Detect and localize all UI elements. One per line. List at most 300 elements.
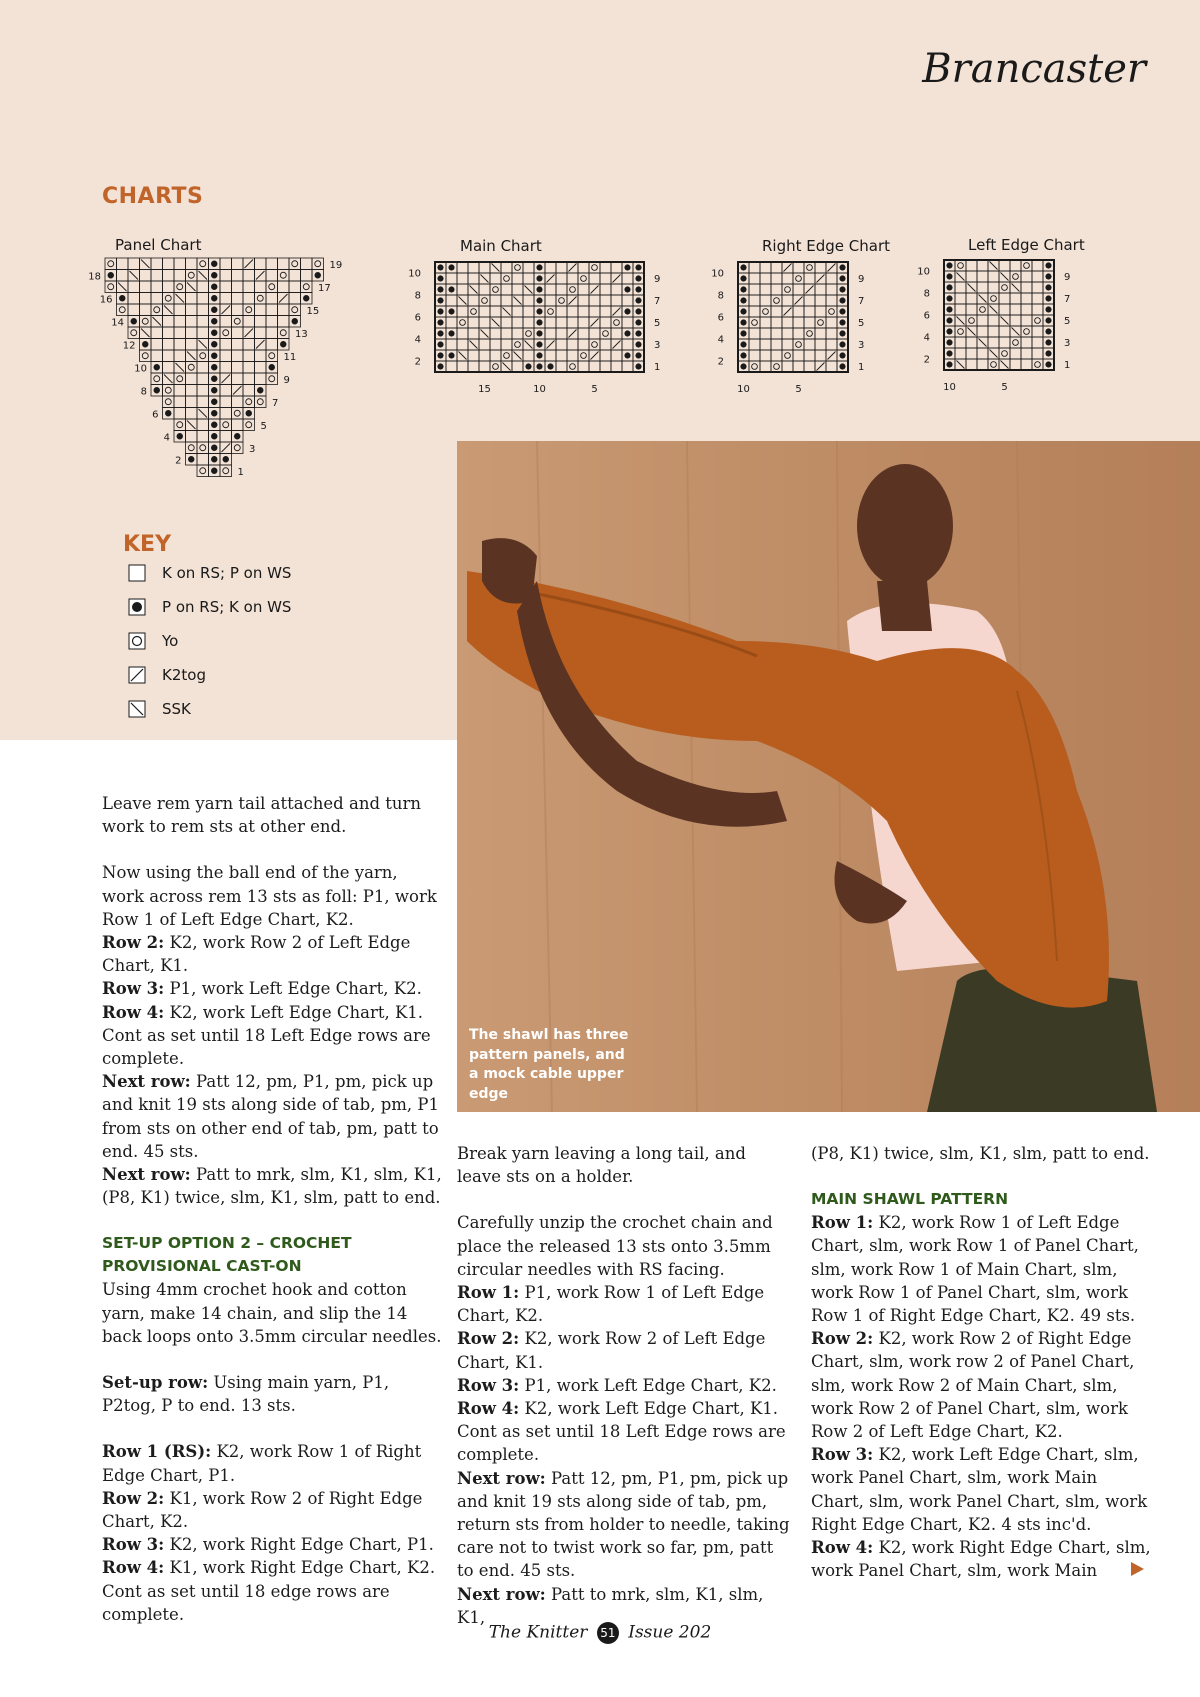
chart-cell bbox=[163, 258, 175, 270]
chart-cell bbox=[578, 306, 589, 317]
chart-cell bbox=[567, 306, 578, 317]
row-number-label: 10 bbox=[134, 363, 147, 375]
purl-dot bbox=[839, 319, 845, 325]
chart-cell bbox=[186, 362, 198, 374]
chart-cell bbox=[163, 396, 175, 408]
k2tog-slash bbox=[569, 297, 577, 305]
chart-cell bbox=[578, 328, 589, 339]
chart-cell bbox=[760, 339, 771, 350]
instruction-row: Next row: Patt to mrk, slm, K1, slm, K1, (P8, K1) twice, slm, K1, slm, patt to end. bbox=[102, 1165, 442, 1208]
chart-cell bbox=[760, 284, 771, 295]
purl-dot bbox=[211, 318, 217, 324]
yo-circle bbox=[200, 445, 206, 451]
chart-cell bbox=[163, 385, 175, 397]
chart-cell bbox=[266, 304, 278, 316]
ssk-slash bbox=[141, 329, 150, 338]
chart-cell bbox=[782, 284, 793, 295]
chart-cell bbox=[255, 362, 267, 374]
magazine-name: The Knitter bbox=[488, 1622, 588, 1643]
right-edge-chart bbox=[711, 258, 908, 408]
purl-dot bbox=[292, 318, 298, 324]
ssk-slash bbox=[164, 306, 173, 315]
purl-dot bbox=[740, 352, 746, 358]
section-heading: SET-UP OPTION 2 – CROCHET PROVISIONAL CAST-ON bbox=[102, 1234, 352, 1276]
chart-cell bbox=[760, 273, 771, 284]
row-label: Row 3: bbox=[811, 1445, 874, 1465]
chart-cell bbox=[749, 262, 760, 273]
chart-cell bbox=[556, 306, 567, 317]
chart-cell bbox=[232, 419, 244, 431]
purl-dot bbox=[211, 468, 217, 474]
chart-cell bbox=[151, 339, 163, 351]
chart-cell bbox=[232, 281, 244, 293]
purl-dot bbox=[211, 445, 217, 451]
purl-dot bbox=[624, 286, 630, 292]
chart-cell bbox=[468, 262, 479, 273]
chart-cell bbox=[760, 306, 771, 317]
chart-cell bbox=[174, 327, 186, 339]
yo-circle bbox=[200, 261, 206, 267]
k2tog-slash bbox=[547, 341, 555, 349]
chart-cell bbox=[567, 317, 578, 328]
chart-cell bbox=[578, 295, 589, 306]
yo-circle bbox=[958, 263, 964, 269]
purl-dot bbox=[624, 264, 630, 270]
chart-cell bbox=[523, 262, 534, 273]
ssk-slash bbox=[470, 341, 478, 349]
ssk-slash bbox=[153, 317, 162, 326]
yo-circle bbox=[592, 342, 598, 348]
chart-cell bbox=[243, 281, 255, 293]
row-label: Row 2: bbox=[102, 933, 165, 953]
chart-cell bbox=[128, 281, 140, 293]
chart-cell bbox=[760, 328, 771, 339]
yo-circle bbox=[548, 309, 554, 315]
chart-cell bbox=[479, 339, 490, 350]
row-label: Row 2: bbox=[457, 1329, 520, 1349]
chart-cell bbox=[578, 361, 589, 372]
chart-cell bbox=[243, 385, 255, 397]
chart-cell bbox=[197, 454, 209, 466]
purl-dot bbox=[448, 286, 454, 292]
chart-cell bbox=[479, 306, 490, 317]
chart-cell bbox=[255, 350, 267, 362]
chart-cell bbox=[479, 317, 490, 328]
chart-cell bbox=[1010, 293, 1021, 304]
purl-dot bbox=[437, 330, 443, 336]
chart-cell bbox=[1010, 348, 1021, 359]
chart-cell bbox=[589, 328, 600, 339]
chart-cell bbox=[232, 258, 244, 270]
chart-cell bbox=[1010, 304, 1021, 315]
chart-cell bbox=[232, 362, 244, 374]
purl-dot bbox=[946, 284, 952, 290]
chart-cell bbox=[197, 258, 209, 270]
chart-cell bbox=[490, 361, 501, 372]
chart-cell bbox=[578, 339, 589, 350]
chart-cell bbox=[826, 361, 837, 372]
purl-dot bbox=[839, 297, 845, 303]
purl-dot bbox=[740, 319, 746, 325]
chart-cell bbox=[804, 361, 815, 372]
row-number-label: 9 bbox=[1064, 271, 1071, 283]
purl-dot bbox=[1045, 317, 1051, 323]
chart-cell bbox=[999, 348, 1010, 359]
chart-cell bbox=[289, 270, 301, 282]
chart-cell bbox=[611, 262, 622, 273]
purl-dot bbox=[536, 352, 542, 358]
chart-cell bbox=[174, 385, 186, 397]
page-footer bbox=[0, 1622, 1200, 1644]
chart-cell bbox=[255, 304, 267, 316]
chart-cell bbox=[1021, 260, 1032, 271]
stitch-number-label: 15 bbox=[478, 384, 491, 395]
chart-cell bbox=[163, 350, 175, 362]
row-number-label: 4 bbox=[923, 332, 930, 344]
yo-circle bbox=[119, 307, 125, 313]
row-label: Row 1: bbox=[811, 1213, 874, 1233]
chart-cell bbox=[255, 293, 267, 305]
yo-circle bbox=[504, 276, 510, 282]
chart-cell bbox=[1032, 337, 1043, 348]
k2tog-slash bbox=[613, 308, 621, 316]
purl-dot bbox=[946, 328, 952, 334]
chart-cell bbox=[804, 328, 815, 339]
yo-circle bbox=[752, 364, 758, 370]
chart-cell bbox=[278, 327, 290, 339]
yo-circle bbox=[603, 331, 609, 337]
purl-dot bbox=[211, 284, 217, 290]
panel-chart-title: Panel Chart bbox=[115, 236, 202, 254]
chart-cell bbox=[600, 361, 611, 372]
chart-cell bbox=[220, 281, 232, 293]
chart-cell bbox=[490, 339, 501, 350]
purl-dot bbox=[211, 261, 217, 267]
chart-cell bbox=[966, 260, 977, 271]
chart-cell bbox=[468, 317, 479, 328]
chart-cell bbox=[771, 273, 782, 284]
k2tog-slash bbox=[233, 386, 242, 395]
instruction-row: Row 3: K2, work Left Edge Chart, slm, work Panel Chart, slm, work Main Chart, slm, work Panel Chart, slm, work Right Edge Chart, K2. 4 sts inc'd. bbox=[811, 1445, 1148, 1534]
chart-cell bbox=[512, 339, 523, 350]
purl-dot bbox=[448, 264, 454, 270]
chart-cell bbox=[804, 317, 815, 328]
chart-cell bbox=[220, 362, 232, 374]
instruction-row: Row 1: P1, work Row 1 of Left Edge Chart, K2. bbox=[457, 1283, 765, 1326]
yo-circle bbox=[991, 296, 997, 302]
chart-cell bbox=[266, 293, 278, 305]
ssk-slash bbox=[481, 330, 489, 338]
chart-cell bbox=[243, 362, 255, 374]
chart-cell bbox=[804, 295, 815, 306]
row-number-label: 19 bbox=[329, 259, 343, 271]
chart-cell bbox=[793, 350, 804, 361]
chart-cell bbox=[289, 281, 301, 293]
chart-cell bbox=[1021, 326, 1032, 337]
chart-cell bbox=[197, 442, 209, 454]
purl-dot bbox=[1045, 328, 1051, 334]
chart-cell bbox=[174, 396, 186, 408]
page-title: Brancaster bbox=[922, 46, 1146, 92]
chart-cell bbox=[232, 408, 244, 420]
purl-dot bbox=[536, 286, 542, 292]
purl-dot bbox=[525, 363, 531, 369]
k2tog-slash bbox=[828, 352, 836, 360]
ssk-slash bbox=[990, 306, 998, 314]
yo-circle bbox=[482, 298, 488, 304]
yo-circle bbox=[581, 353, 587, 359]
chart-cell bbox=[220, 419, 232, 431]
chart-cell bbox=[479, 284, 490, 295]
key-item-yo bbox=[128, 630, 178, 652]
key-item-k2tog bbox=[128, 664, 206, 686]
chart-cell bbox=[1032, 326, 1043, 337]
purl-dot bbox=[257, 387, 263, 393]
row-number-label: 8 bbox=[414, 290, 421, 302]
chart-cell bbox=[163, 270, 175, 282]
chart-cell bbox=[600, 350, 611, 361]
yo-circle bbox=[142, 353, 148, 359]
chart-cell bbox=[490, 306, 501, 317]
purl-dot bbox=[448, 352, 454, 358]
ssk-slash bbox=[979, 295, 987, 303]
yo-circle bbox=[504, 353, 510, 359]
k2tog-slash bbox=[222, 444, 231, 453]
k2tog-slash bbox=[828, 264, 836, 272]
chart-cell bbox=[278, 270, 290, 282]
chart-cell bbox=[243, 396, 255, 408]
chart-cell bbox=[977, 359, 988, 370]
yo-circle bbox=[223, 468, 229, 474]
chart-cell bbox=[197, 304, 209, 316]
purl-dot bbox=[448, 308, 454, 314]
chart-cell bbox=[490, 284, 501, 295]
paragraph: (P8, K1) twice, slm, K1, slm, patt to end. bbox=[811, 1144, 1150, 1163]
row-number-label: 10 bbox=[711, 268, 724, 280]
yo-circle bbox=[592, 265, 598, 271]
purl-dot bbox=[635, 264, 641, 270]
row-number-label: 8 bbox=[923, 288, 930, 300]
chart-cell bbox=[1021, 359, 1032, 370]
chart-cell bbox=[622, 339, 633, 350]
key-item-label: Yo bbox=[162, 632, 179, 650]
chart-cell bbox=[1010, 271, 1021, 282]
chart-cell bbox=[955, 326, 966, 337]
yo-circle bbox=[257, 295, 263, 301]
chart-cell bbox=[220, 258, 232, 270]
chart-cell bbox=[220, 339, 232, 351]
chart-cell bbox=[545, 284, 556, 295]
chart-cell bbox=[545, 306, 556, 317]
purl-dot bbox=[946, 262, 952, 268]
chart-cell bbox=[163, 327, 175, 339]
purl-dot bbox=[946, 350, 952, 356]
row-label: Row 3: bbox=[102, 979, 165, 999]
chart-cell bbox=[622, 273, 633, 284]
yo-circle bbox=[581, 276, 587, 282]
chart-cell bbox=[186, 304, 198, 316]
yo-circle bbox=[493, 287, 499, 293]
issue-label: Issue 202 bbox=[628, 1622, 712, 1643]
yo-circle bbox=[969, 318, 975, 324]
purl-dot bbox=[223, 456, 229, 462]
chart-cell bbox=[804, 306, 815, 317]
ssk-slash bbox=[470, 286, 478, 294]
purl-dot bbox=[536, 363, 542, 369]
ssk-slash bbox=[199, 340, 208, 349]
stitch-number-label: 10 bbox=[943, 382, 956, 393]
row-number-label: 6 bbox=[717, 312, 724, 324]
right-slant-icon bbox=[128, 666, 146, 684]
ssk-slash bbox=[492, 319, 500, 327]
k2tog-slash bbox=[256, 340, 265, 349]
chart-cell bbox=[490, 273, 501, 284]
instruction-row: Set-up row: Using main yarn, P1, P2tog, P to end. 13 sts. bbox=[102, 1373, 390, 1416]
key-item-ssk bbox=[128, 698, 191, 720]
instruction-row: Row 2: K2, work Row 2 of Left Edge Chart, K1. bbox=[457, 1329, 766, 1372]
row-number-label: 13 bbox=[295, 328, 308, 340]
chart-cell bbox=[140, 281, 152, 293]
chart-cell bbox=[197, 327, 209, 339]
ssk-slash bbox=[514, 297, 522, 305]
chart-cell bbox=[793, 262, 804, 273]
yo-circle bbox=[785, 353, 791, 359]
chart-cell bbox=[589, 273, 600, 284]
chart-cell bbox=[760, 361, 771, 372]
chart-cell bbox=[826, 339, 837, 350]
key-item-purl bbox=[128, 596, 291, 618]
chart-cell bbox=[278, 304, 290, 316]
chart-cell bbox=[501, 339, 512, 350]
row-label: Row 4: bbox=[102, 1558, 165, 1578]
chart-cell bbox=[468, 328, 479, 339]
chart-cell bbox=[793, 328, 804, 339]
chart-cell bbox=[266, 270, 278, 282]
chart-cell bbox=[782, 317, 793, 328]
yo-circle bbox=[1035, 318, 1041, 324]
row-number-label: 7 bbox=[858, 295, 865, 307]
purl-dot bbox=[211, 399, 217, 405]
chart-cell bbox=[966, 315, 977, 326]
purl-dot bbox=[839, 275, 845, 281]
row-number-label: 9 bbox=[858, 273, 865, 285]
chart-cell bbox=[815, 306, 826, 317]
row-number-label: 15 bbox=[306, 305, 320, 317]
purl-dot bbox=[177, 433, 183, 439]
yo-circle bbox=[460, 320, 466, 326]
purl-dot bbox=[740, 330, 746, 336]
row-number-label: 6 bbox=[152, 409, 159, 421]
purl-dot bbox=[303, 295, 309, 301]
chart-cell bbox=[578, 273, 589, 284]
chart-cell bbox=[611, 328, 622, 339]
chart-cell bbox=[600, 339, 611, 350]
purl-dot bbox=[839, 308, 845, 314]
chart-cell bbox=[1021, 315, 1032, 326]
chart-cell bbox=[1032, 359, 1043, 370]
yo-circle bbox=[807, 331, 813, 337]
chart-cell bbox=[174, 304, 186, 316]
yo-circle bbox=[570, 364, 576, 370]
text-column-1 bbox=[102, 792, 442, 1626]
purl-dot bbox=[211, 330, 217, 336]
chart-cell bbox=[197, 431, 209, 443]
chart-cell bbox=[815, 284, 826, 295]
chart-cell bbox=[567, 361, 578, 372]
yo-circle bbox=[807, 265, 813, 271]
chart-cell bbox=[1021, 271, 1032, 282]
yo-circle bbox=[177, 284, 183, 290]
paragraph: Carefully unzip the crochet chain and place the released 13 sts onto 3.5mm circular needles with RS facing. bbox=[457, 1213, 773, 1279]
purl-dot bbox=[740, 297, 746, 303]
chart-cell bbox=[220, 396, 232, 408]
yo-circle bbox=[958, 329, 964, 335]
chart-cell bbox=[988, 315, 999, 326]
chart-cell bbox=[174, 281, 186, 293]
purl-dot bbox=[437, 286, 443, 292]
chart-cell bbox=[793, 339, 804, 350]
instruction-row: Row 4: K1, work Right Edge Chart, K2. bbox=[102, 1558, 436, 1578]
chart-cell bbox=[479, 361, 490, 372]
chart-cell bbox=[151, 258, 163, 270]
left-edge-chart-title: Left Edge Chart bbox=[968, 236, 1085, 254]
yo-circle bbox=[154, 376, 160, 382]
chart-cell bbox=[556, 317, 567, 328]
ssk-slash bbox=[525, 286, 533, 294]
chart-cell bbox=[501, 350, 512, 361]
chart-cell bbox=[804, 350, 815, 361]
yo-circle bbox=[234, 410, 240, 416]
row-label: Row 1 (RS): bbox=[102, 1442, 212, 1462]
key-item-label: SSK bbox=[162, 700, 191, 718]
ssk-slash bbox=[957, 317, 965, 325]
page-number: 51 bbox=[597, 1622, 619, 1644]
chart-cell bbox=[793, 273, 804, 284]
chart-cell bbox=[567, 284, 578, 295]
chart-cell bbox=[966, 337, 977, 348]
chart-cell bbox=[545, 295, 556, 306]
chart-cell bbox=[501, 273, 512, 284]
chart-cell bbox=[468, 350, 479, 361]
k2tog-slash bbox=[784, 308, 792, 316]
k2tog-slash bbox=[806, 286, 814, 294]
chart-cell bbox=[793, 317, 804, 328]
chart-cell bbox=[266, 373, 278, 385]
chart-cell bbox=[589, 361, 600, 372]
k2tog-slash bbox=[591, 352, 599, 360]
purl-dot bbox=[740, 275, 746, 281]
purl-dot bbox=[536, 264, 542, 270]
chart-cell bbox=[966, 304, 977, 315]
row-number-label: 5 bbox=[260, 420, 267, 432]
chart-cell bbox=[128, 304, 140, 316]
chart-cell bbox=[955, 260, 966, 271]
chart-cell bbox=[220, 431, 232, 443]
chart-cell bbox=[782, 361, 793, 372]
chart-cell bbox=[186, 316, 198, 328]
row-number-label: 3 bbox=[858, 339, 865, 351]
instruction-row: Row 2: K2, work Row 2 of Right Edge Chart, slm, work row 2 of Panel Chart, slm, work Row 2 of Main Chart, slm, work Row 2 of Panel Chart, slm, work Row 2 of Left Edge Chart, K2. bbox=[811, 1329, 1135, 1442]
model-illustration bbox=[457, 441, 1200, 1112]
chart-cell bbox=[815, 295, 826, 306]
purl-dot bbox=[1045, 306, 1051, 312]
chart-cell bbox=[312, 258, 324, 270]
chart-cell bbox=[512, 317, 523, 328]
chart-cell bbox=[197, 362, 209, 374]
chart-cell bbox=[955, 282, 966, 293]
chart-cell bbox=[804, 273, 815, 284]
chart-cell bbox=[1021, 304, 1032, 315]
